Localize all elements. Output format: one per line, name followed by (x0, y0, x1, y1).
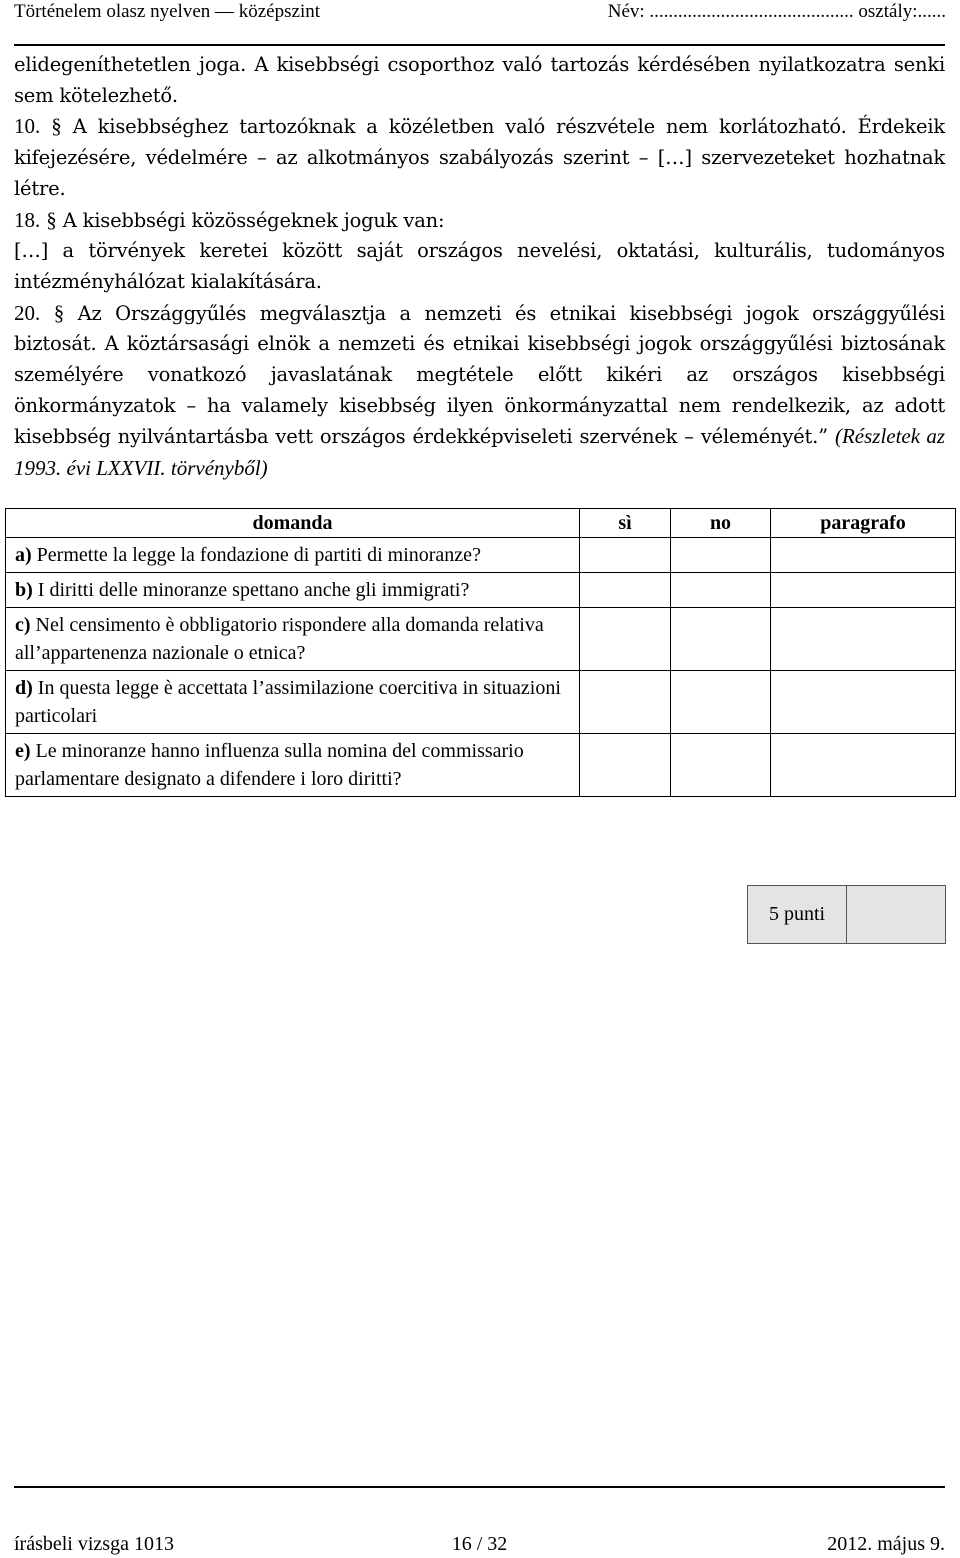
question-text: b) I diritti delle minoranze spettano anche gli immigrati? (6, 573, 580, 608)
question-letter: b) (15, 579, 33, 601)
law-excerpt (14, 50, 945, 485)
header-name-class-field: Név: ........................................... osztály:...... (607, 1, 946, 22)
answer-yes-cell[interactable] (580, 573, 671, 608)
question-letter: c) (15, 614, 31, 636)
col-header-question: domanda (6, 509, 580, 538)
answer-no-cell[interactable] (671, 538, 771, 573)
question-text: d) In questa legge è accettata l’assimilazione coercitiva in situazioni particolari (6, 671, 580, 734)
table-header-row (6, 509, 956, 538)
answer-no-cell[interactable] (671, 608, 771, 671)
answer-no-cell[interactable] (671, 734, 771, 797)
paragraph-10: 10. § A kisebbséghez tartozóknak a közéletben való részvétele nem korlátozható. Érdekeik kifejezésére, védelmére – az alkotmányos szabályozás szerint – […] szervezeteket hozhatnak létre. (14, 114, 945, 200)
paragraph-18: 18. § A kisebbségi közösségeknek joguk van: (14, 207, 445, 232)
table-row (6, 573, 956, 608)
col-header-paragraph: paragrafo (771, 509, 956, 538)
table-row (6, 671, 956, 734)
question-letter: e) (15, 740, 31, 762)
section-sign: § (46, 207, 57, 232)
header-rule (14, 44, 945, 46)
footer-exam-code: írásbeli vizsga 1013 (14, 1533, 174, 1555)
answer-yes-cell[interactable] (580, 608, 671, 671)
source-citation: (Részletek az 1993. évi LXXVII. törvényből) (14, 424, 946, 481)
score-box (747, 885, 946, 944)
col-header-no: no (671, 509, 771, 538)
paragraph-18-item: […] a törvények keretei között saját országos nevelési, oktatási, kulturális, tudományos intézményhálózat kialakítására. (14, 239, 945, 293)
section-number: 18. (14, 207, 41, 232)
score-label: 5 punti (748, 886, 847, 943)
answer-paragraph-cell[interactable] (771, 671, 956, 734)
question-text: c) Nel censimento è obbligatorio rispondere alla domanda relativa all’appartenenza nazionale o etnica? (6, 608, 580, 671)
table-row (6, 608, 956, 671)
score-entry-box[interactable] (847, 886, 945, 943)
answer-paragraph-cell[interactable] (771, 608, 956, 671)
table-row (6, 538, 956, 573)
question-text: e) Le minoranze hanno influenza sulla nomina del commissario parlamentare designato a difendere i loro diritti? (6, 734, 580, 797)
footer-date: 2012. május 9. (827, 1533, 945, 1555)
footer-rule (14, 1486, 945, 1488)
answer-no-cell[interactable] (671, 671, 771, 734)
answer-yes-cell[interactable] (580, 671, 671, 734)
question-table (5, 508, 956, 797)
answer-yes-cell[interactable] (580, 734, 671, 797)
question-text: a) Permette la legge la fondazione di partiti di minoranze? (6, 538, 580, 573)
paragraph-continuation: elidegeníthetetlen joga. A kisebbségi csoporthoz való tartozás kérdésében nyilatkozatra senki sem kötelezhető. (14, 53, 945, 107)
question-letter: a) (15, 544, 32, 566)
page-header (14, 0, 946, 32)
table-row (6, 734, 956, 797)
paragraph-20: 20. § Az Országgyűlés megválasztja a nemzeti és etnikai kisebbségi jogok országgyűlési biztosát. A köztársasági elnök a nemzeti és etnikai kisebbségi jogok országgyűlési biztosának személyére vonatkozó javaslatának megtétele előtt kikéri az országos kisebbségi önkormányzatok – ha valamely kisebbség ilyen önkormányzattal nem rendelkezik, az adott kisebbség nyilvántartásba vett országos érdekképviseleti szervének – véleményét.” (Részletek az 1993. évi LXXVII. törvényből) (14, 300, 946, 481)
answer-yes-cell[interactable] (580, 538, 671, 573)
question-letter: d) (15, 677, 33, 699)
header-subject: Történelem olasz nyelven — középszint (14, 1, 321, 22)
section-sign: § (53, 300, 65, 325)
page-footer (14, 1532, 945, 1558)
section-number: 10. (14, 114, 41, 139)
answer-paragraph-cell[interactable] (771, 538, 956, 573)
footer-page-number: 16 / 32 (451, 1533, 508, 1555)
section-sign: § (51, 114, 62, 139)
section-number: 20. (14, 300, 41, 325)
col-header-yes: sì (580, 509, 671, 538)
answer-paragraph-cell[interactable] (771, 573, 956, 608)
answer-no-cell[interactable] (671, 573, 771, 608)
answer-paragraph-cell[interactable] (771, 734, 956, 797)
